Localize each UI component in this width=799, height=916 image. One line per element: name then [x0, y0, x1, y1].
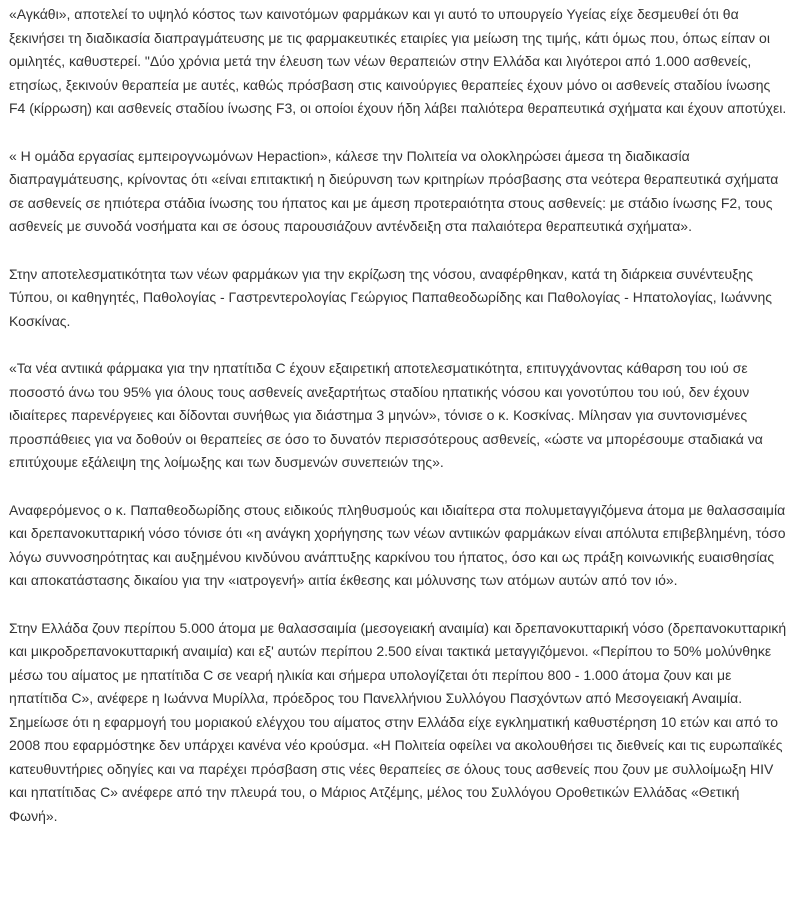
article-paragraph: «Αγκάθι», αποτελεί το υψηλό κόστος των καινοτόμων φαρμάκων και γι αυτό το υπουργείο Υγείας είχε δεσμευθεί ότι θα ξεκινήσει τη διαδικασία διαπραγμάτευσης με τις φαρμακευτικές εταιρίες για μείωση της τιμής, κάτι όμως που, όπως είπαν οι ομιλητές, καθυστερεί. "Δύο χρόνια μετά την έλευση των νέων θεραπειών στην Ελλάδα και λιγότεροι από 1.000 ασθενείς, ετησίως, ξεκινούν θεραπεία με αυτές, καθώς πρόσβαση στις καινούργιες θεραπείες έχουν μόνο οι ασθενείς σταδίου ίνωσης F4 (κίρρωση) και ασθενείς σταδίου ίνωσης F3, οι οποίοι έχουν ήδη λάβει παλιότερα θεραπευτικά σχήματα και έχουν αποτύχει.	[9, 6, 787, 116]
article-paragraph: Αναφερόμενος ο κ. Παπαθεοδωρίδης στους ειδικούς πληθυσμούς και ιδιαίτερα στα πολυμεταγγιζόμενα άτομα με θαλασσαιμία και δρεπανοκυτταρική νόσο τόνισε ότι «η ανάγκη χορήγησης των νέων αντιικών φαρμάκων είναι απόλυτα επιβεβλημένη, τόσο λόγω συννοσηρότητας και αυξημένου κινδύνου ανάπτυξης καρκίνου του ήπατος, όσο και ως πράξη κοινωνικής ευαισθησίας και αποκατάστασης δικαίου για την «ιατρογενή» αιτία έκθεσης και μόλυνσης των ατόμων αυτών από τον ιό».	[9, 501, 786, 588]
article-paragraph: Στην Ελλάδα ζουν περίπου 5.000 άτομα με θαλασσαιμία (μεσογειακή αναιμία) και δρεπανοκυτταρική νόσο (δρεπανοκυτταρική και μικροδρεπανοκυτταρική αναιμία) και εξ' αυτών περίπου 2.500 είναι τακτικά μεταγγιζόμενοι. «Περίπου το 50% μολύνθηκε μέσω του αίματος με ηπατίτιδα C σε νεαρή ηλικία και σήμερα υπολογίζεται ότι περίπου 800 - 1.000 άτομα ζουν και με ηπατίτιδα C», ανέφερε η Ιωάννα Μυρίλλα, πρόεδρος του Πανελλήνιου Συλλόγου Πασχόντων από Μεσογειακή Αναιμία. Σημείωσε ότι η εφαρμογή του μοριακού ελέγχου του αίματος στην Ελλάδα είχε εγκληματική καθυστέρηση 10 ετών και από το 2008 που εφαρμόστηκε δεν υπάρχει κανένα νέο κρούσμα. «Η Πολιτεία οφείλει να ακολουθήσει τις διεθνείς και τις ευρωπαϊκές κατευθυντήριες οδηγίες και να παρέχει πρόσβαση στις νέες θεραπείες σε όλους τους ασθενείς που ζουν με συλλοίμωξη HIV και ηπατίτιδας C» ανέφερε από την πλευρά του, ο Μάριος Ατζέμης, μέλος του Συλλόγου Οροθετικών Ελλάδας «Θετική Φωνή».	[9, 619, 787, 824]
article-paragraph: «Τα νέα αντιικά φάρμακα για την ηπατίτιδα C έχουν εξαιρετική αποτελεσματικότητα, επιτυγχάνοντας κάθαρση του ιού σε ποσοστό άνω του 95% για όλους τους ασθενείς ανεξαρτήτως σταδίου ηπατικής νόσου και γονοτύπου του ιού, δεν έχουν ιδιαίτερες παρενέργειες και δίδονται συνήθως για διάστημα 3 μηνών», τόνισε ο κ. Κοσκίνας. Μίλησαν για συντονισμένες προσπάθειες για να δοθούν οι θεραπείες σε όσο το δυνατόν περισσότερους ασθενείς, «ώστε να μπορέσουμε σταδιακά να επιτύχουμε εξάλειψη της λοίμωξης και των δυσμενών συνεπειών της».	[9, 360, 763, 470]
article-paragraph: « Η ομάδα εργασίας εμπειρογνωμόνων Hepaction», κάλεσε την Πολιτεία να ολοκληρώσει άμεσα τη διαδικασία διαπραγμάτευσης, κρίνοντας ότι «είναι επιτακτική η διεύρυνση των κριτηρίων πρόσβασης στα νεότερα θεραπευτικά σχήματα σε ασθενείς σε ηπιότερα στάδια ίνωσης του ήπατος και με άμεση προτεραιότητα στους ασθενείς: με στάδιο ίνωσης F2, τους ασθενείς με συνοδά νοσήματα και σε όσους παρουσιάζουν αντένδειξη στα παλαιότερα θεραπευτικά σχήματα».	[9, 147, 779, 234]
article-paragraph: Στην αποτελεσματικότητα των νέων φαρμάκων για την εκρίζωση της νόσου, αναφέρθηκαν, κατά τη διάρκεια συνέντευξης Τύπου, οι καθηγητές, Παθολογίας - Γαστρεντερολογίας Γεώργιος Παπαθεοδωρίδης και Παθολογίας - Ηπατολογίας, Ιωάννης Κοσκίνας.	[9, 265, 772, 329]
